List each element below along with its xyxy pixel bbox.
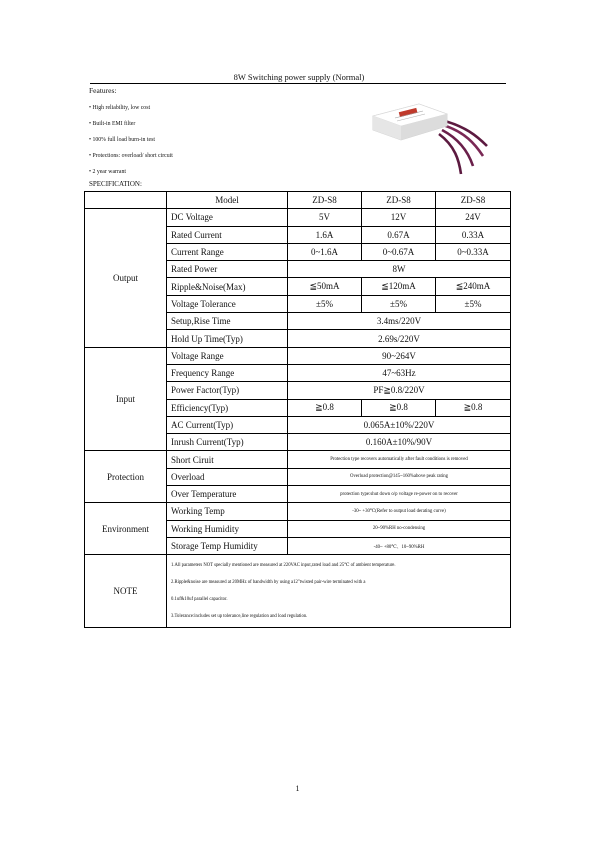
value-cell: ≧0.8 (362, 399, 436, 416)
param-label: DC Voltage (167, 209, 288, 226)
feature-item: • 100% full load burn-in test (89, 132, 173, 148)
group-input-label: Input (85, 347, 167, 451)
value-cell: -40~ +80℃、10~90%RH (288, 537, 511, 554)
features-list (89, 100, 173, 180)
table-row (85, 209, 511, 226)
feature-item: • High reliability, low cost (89, 100, 173, 116)
value-cell: ±5% (288, 295, 362, 312)
group-environment-label: Environment (85, 503, 167, 555)
value-cell: ≦240mA (436, 278, 511, 295)
value-cell: Overload protection@145~160%above peak rating (288, 468, 511, 485)
param-label: Voltage Tolerance (167, 295, 288, 312)
note-item: 1.All parameters NOT specially mentioned are measured at 220VAC input,rated load and 25℃ of ambient temperature. (171, 563, 396, 569)
feature-item: • Built-in EMI filter (89, 116, 173, 132)
feature-item: • 2 year warrant (89, 164, 173, 180)
table-row (85, 192, 511, 209)
value-cell: 2.69s/220V (288, 330, 511, 347)
table-row (85, 347, 511, 364)
param-label: Overload (167, 468, 288, 485)
param-label: Efficiency(Typ) (167, 399, 288, 416)
value-cell: 0.160A±10%/90V (288, 434, 511, 451)
model-cell: ZD-S8 (288, 192, 362, 209)
value-cell: Protection type recovers automatically after fault conditions is removed (288, 451, 511, 468)
value-cell: 24V (436, 209, 511, 226)
value-cell: protection type:shut down o/p voltage re-power on to recover (288, 486, 511, 503)
param-label: AC Current(Typ) (167, 416, 288, 433)
note-item: 2.Ripple&noise are measured at 20MHz of bandwidth by using a12"twisted pair-wire terminated with a (171, 580, 366, 586)
value-cell: 0~0.67A (362, 243, 436, 260)
value-cell: 8W (288, 261, 511, 278)
specification-heading: SPECIFICATION: (89, 180, 142, 188)
param-label: Working Humidity (167, 520, 288, 537)
value-cell: 0~0.33A (436, 243, 511, 260)
notes-cell (167, 555, 511, 628)
param-label: Inrush Current(Typ) (167, 434, 288, 451)
param-label: Working Temp (167, 503, 288, 520)
param-label: Ripple&Noise(Max) (167, 278, 288, 295)
param-label: Over Temperature (167, 486, 288, 503)
value-cell: 12V (362, 209, 436, 226)
value-cell: PF≧0.8/220V (288, 382, 511, 399)
value-cell: ≧0.8 (288, 399, 362, 416)
value-cell: 0~1.6A (288, 243, 362, 260)
value-cell: 5V (288, 209, 362, 226)
table-row (85, 451, 511, 468)
value-cell: ≧0.8 (436, 399, 511, 416)
param-label: Rated Power (167, 261, 288, 278)
table-row (85, 555, 511, 628)
document-title: 8W Switching power supply (Normal) (233, 72, 365, 82)
page-number: 1 (295, 784, 300, 793)
table-row (85, 503, 511, 520)
value-cell: 0.33A (436, 226, 511, 243)
value-cell: ±5% (436, 295, 511, 312)
value-cell: 3.4ms/220V (288, 313, 511, 330)
value-cell: -30~ +30℃(Refer to output load derating curve) (288, 503, 511, 520)
value-cell: 47~63Hz (288, 364, 511, 381)
model-cell: ZD-S8 (362, 192, 436, 209)
model-cell: ZD-S8 (436, 192, 511, 209)
group-note-label: NOTE (85, 555, 167, 628)
power-supply-product-image (365, 98, 495, 180)
param-label: Current Range (167, 243, 288, 260)
value-cell: ±5% (362, 295, 436, 312)
group-protection-label: Protection (85, 451, 167, 503)
note-item: 3.Tolerance:includes set up tolerance,line regulation and load regulation. (171, 614, 308, 620)
empty-cell (85, 192, 167, 209)
value-cell: 0.065A±10%/220V (288, 416, 511, 433)
param-label: Storage Temp Humidity (167, 537, 288, 554)
param-label: Short Ciruit (167, 451, 288, 468)
value-cell: 90~264V (288, 347, 511, 364)
param-label: Power Factor(Typ) (167, 382, 288, 399)
group-output-label: Output (85, 209, 167, 347)
param-label: Frequency Range (167, 364, 288, 381)
specification-table (84, 191, 511, 628)
title-rule (90, 83, 506, 84)
value-cell: ≦120mA (362, 278, 436, 295)
value-cell: 20~90%RH no-condensing (288, 520, 511, 537)
value-cell: ≦50mA (288, 278, 362, 295)
value-cell: 1.6A (288, 226, 362, 243)
param-label: Voltage Range (167, 347, 288, 364)
feature-item: • Protections: overload/ short circuit (89, 148, 173, 164)
value-cell: 0.67A (362, 226, 436, 243)
features-heading: Features: (89, 86, 117, 95)
param-label: Rated Current (167, 226, 288, 243)
param-label: Hold Up Time(Typ) (167, 330, 288, 347)
model-label: Model (167, 192, 288, 209)
note-item: 0.1uf&10uf parallel capacitor. (171, 597, 228, 603)
param-label: Setup,Rise Time (167, 313, 288, 330)
